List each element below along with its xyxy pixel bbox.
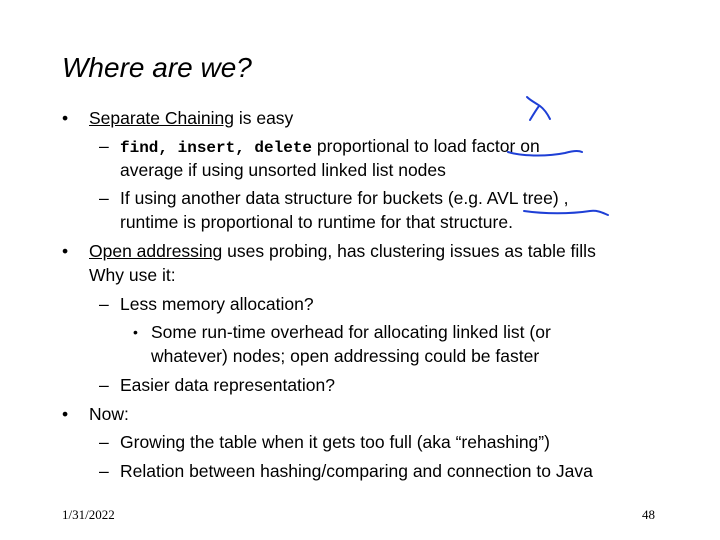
subbullet-java: Relation between hashing/comparing and connection to Java (120, 461, 593, 481)
bullet-marker: • (62, 404, 69, 424)
subsub-marker: • (133, 324, 138, 340)
dash-marker: – (99, 294, 109, 314)
bullet-marker: • (62, 241, 69, 261)
ink-underline-avl-tree (524, 211, 608, 215)
term-open-addressing: Open addressing (89, 241, 223, 261)
slide-title: Where are we? (62, 52, 252, 83)
subbullet-find-insert-delete (120, 135, 540, 159)
subbullet-data-representation: Easier data representation? (120, 375, 335, 395)
subbullet-rehashing: Growing the table when it gets too full (aka “rehashing”) (120, 432, 550, 452)
footer-date: 1/31/2022 (62, 507, 115, 522)
ink-lambda-stroke-2 (530, 106, 539, 120)
footer-page-number: 48 (642, 507, 655, 522)
dash-marker: – (99, 136, 109, 156)
subbullet-text-cont: average if using unsorted linked list nodes (120, 160, 446, 180)
subsub-overhead: Some run-time overhead for allocating linked list (or (151, 322, 551, 342)
bullet-text-cont: Why use it: (89, 265, 176, 285)
bullet-separate-chaining (89, 107, 293, 129)
dash-marker: – (99, 461, 109, 481)
subsub-overhead-cont: whatever) nodes; open addressing could be faster (151, 346, 540, 366)
dash-marker: – (99, 188, 109, 208)
subbullet-text: proportional to load factor on (312, 136, 540, 156)
term-separate-chaining: Separate Chaining (89, 108, 234, 128)
bullet-now: Now: (89, 404, 129, 424)
bullet-open-addressing (89, 240, 596, 262)
dash-marker: – (99, 432, 109, 452)
subbullet-avl-cont: runtime is proportional to runtime for that structure. (120, 212, 513, 232)
dash-marker: – (99, 375, 109, 395)
ink-lambda-stroke-1 (527, 97, 550, 119)
bullet-marker: • (62, 108, 69, 128)
subbullet-avl: If using another data structure for buckets (e.g. AVL tree) , (120, 188, 569, 208)
bullet-text: uses probing, has clustering issues as table fills (222, 241, 596, 261)
subbullet-memory: Less memory allocation? (120, 294, 314, 314)
code-operations: find, insert, delete (120, 139, 313, 157)
bullet-text: is easy (233, 108, 294, 128)
